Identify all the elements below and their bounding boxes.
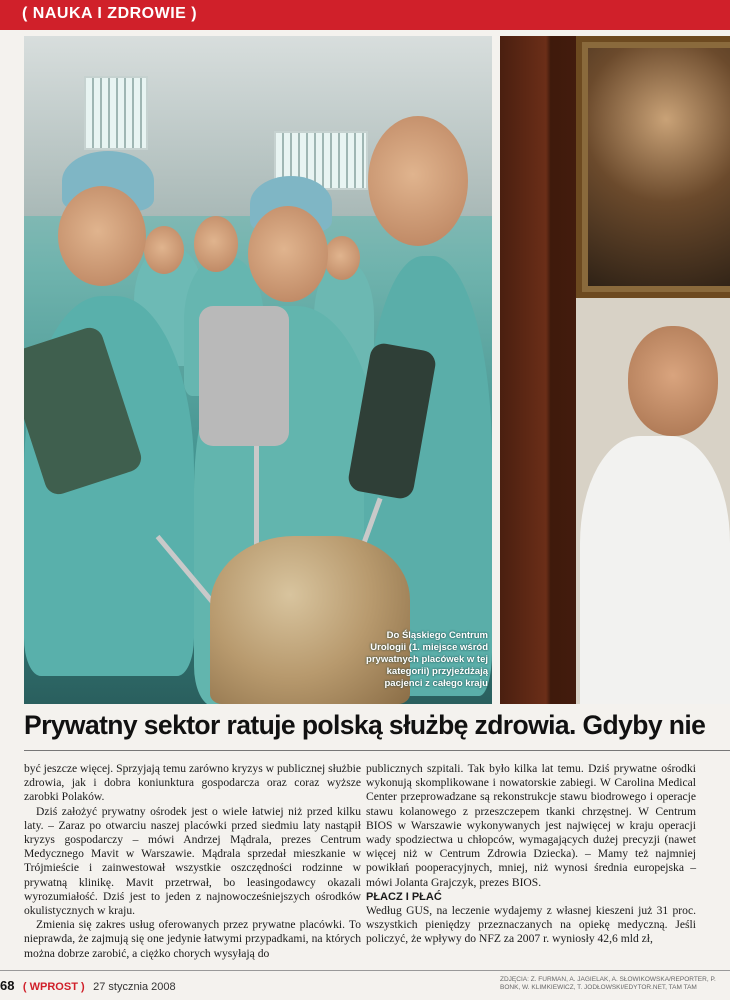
paragraph: Dziś założyć prywatny ośrodek jest o wiele łatwiej niż przed kilku laty. – Zaraz po otwarciu naszej placówki przed siedmiu laty nastąpił kryzys gospodarczy – mówi Andrzej Mądrala, prezes Centrum Medycznego Mavit w Warszawie. Mądrala sprzedał mieszkanie w Trójmieście i zainwestował wszystkie oszczędności rodzinne w prywatną klinikę. Mavit przetrwał, bo leasingodawcy okazali wyrozumiałość. Dziś jest to jeden z najnowocześniejszych ośrodków okulistycznych w kraju. [24, 804, 361, 918]
surgeon-head [368, 116, 468, 246]
surgeon-head [324, 236, 360, 280]
page-number: 68 [0, 978, 15, 993]
portrait-painting [576, 36, 730, 298]
ceiling-lamp [84, 76, 148, 150]
paragraph: Według GUS, na leczenie wydajemy z własnej kieszeni już 31 proc. wszystkich pieniędzy przeznaczanych na opiekę medyczną. Jeśli policzyć, że wpływy do NFZ za 2007 r. wyniosły 42,6 mld zł, [366, 904, 696, 946]
magazine-name: ( WPROST ) [22, 981, 85, 993]
photo-credits: ZDJĘCIA: Z. FURMAN, A. JAGIELAK, A. SŁOWIKOWSKA/REPORTER, P. BONK, W. KLIMKIEWICZ, T. JODŁOWSKI/EDYTOR.NET, TAM TAM [500, 976, 716, 991]
issue-date: 27 stycznia 2008 [93, 981, 176, 993]
doctor-white-coat [580, 436, 730, 704]
paragraph: publicznych szpitali. Tak było kilka lat temu. Dziś prywatne ośrodki wykonują skomplikowane i nowatorskie zabiegi. W Carolina Medical Center przeprowadzane są rekonstrukcje stawu biodrowego i operacje stawu kolanowego z przeszczepem tkanki chrzęstnej. W Centrum BIOS w Warszawie wykonywanych jest najwięcej w kraju operacji wady spodziectwa u chłopców, wymagających dużej precyzji (nawet więcej niż w Centrum Zdrowia Dziecka). – Mamy też najmniej powikłań pooperacyjnych, mniej, niż wynosi średnia europejska – mówi Jolanta Grajczyk, prezes BIOS. [366, 762, 696, 889]
surgeon-head [144, 226, 184, 274]
headline-rule [24, 750, 730, 751]
footer-rule [0, 970, 730, 971]
surgeon-head [194, 216, 238, 272]
section-label: ( NAUKA I ZDROWIE ) [22, 5, 198, 22]
drill [199, 306, 289, 446]
page-footer [0, 977, 176, 997]
photo-caption: Do Śląskiego Centrum Urologii (1. miejsce wśród prywatnych placówek w tej kategorii) przyjeżdżają pacjenci z całego kraju [366, 630, 488, 689]
paragraph: być jeszcze więcej. Sprzyjają temu zarówno kryzys w publicznej służbie zdrowia, jak i dobra koniunktura gospodarcza oraz coraz wyższe zarobki Polaków. [24, 762, 361, 804]
article-column-right [366, 762, 696, 947]
doctor-photo [500, 36, 730, 704]
article-column-left [24, 762, 361, 961]
surgeon-head [248, 206, 328, 302]
paragraph: Zmienia się zakres usług oferowanych przez prywatne placówki. To nieprawda, że zajmują się one jedynie łatwymi przypadkami, na których można dobrze zarobić, a ciężko chorych wysyłają do [24, 918, 361, 960]
article-headline: Prywatny sektor ratuje polską służbę zdrowia. Gdyby nie [24, 710, 706, 740]
surgeons-photo [24, 36, 492, 704]
drill-bit [254, 446, 259, 546]
section-subhead: PŁACZ I PŁAĆ [366, 890, 442, 903]
surgeon-head [58, 186, 146, 286]
doctor-head [628, 326, 718, 436]
section-header-bar [0, 0, 730, 30]
